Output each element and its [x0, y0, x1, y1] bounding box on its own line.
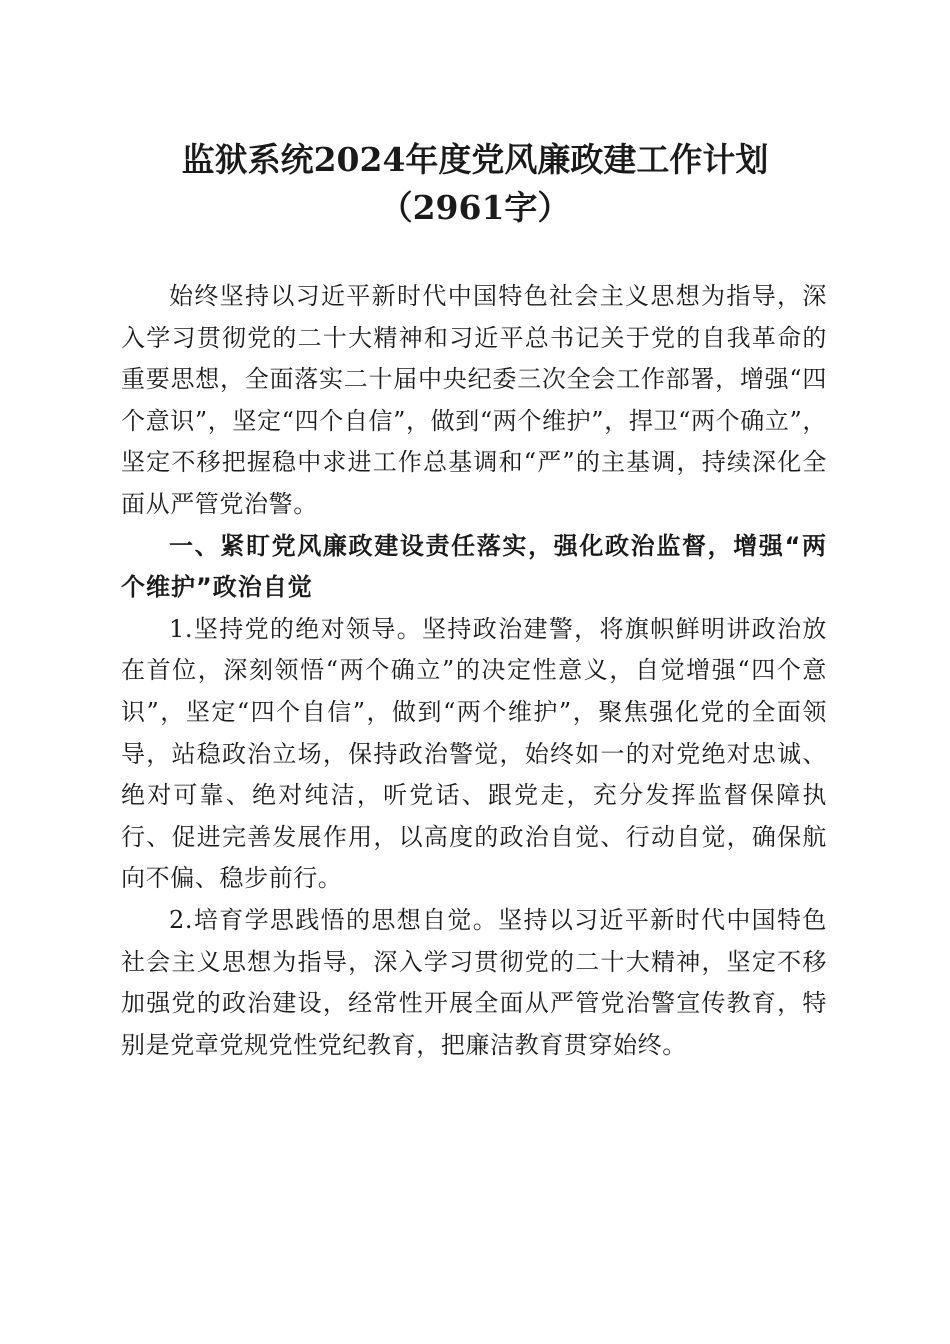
document-title: [0, 136, 950, 232]
item-paragraph-2: 2.培育学思践悟的思想自觉。坚持以习近平新时代中国特色社会主义思想为指导，深入学习贯彻党的二十大精神，坚定不移加强党的政治建设，经常性开展全面从严管党治警宣传教育，特别是党章党规党性党纪教育，把廉洁教育贯穿始终。: [121, 905, 827, 1059]
document-body: [121, 276, 827, 1066]
title-main: 监狱系统2024年度党风廉政建工作计划: [181, 140, 769, 179]
title-word-count: （2961字）: [379, 188, 571, 227]
item-paragraph-1: 1.坚持党的绝对领导。坚持政治建警，将旗帜鲜明讲政治放在首位，深刻领悟“两个确立”的决定性意义，自觉增强“四个意识”，坚定“四个自信”，做到“两个维护”，聚焦强化党的全面领导，站稳政治立场，保持政治警觉，始终如一的对党绝对忠诚、绝对可靠、绝对纯洁，听党话、跟党走，充分发挥监督保障执行、促进完善发展作用，以高度的政治自觉、行动自觉，确保航向不偏、稳步前行。: [121, 614, 827, 893]
intro-paragraph: 始终坚持以习近平新时代中国特色社会主义思想为指导，深入学习贯彻党的二十大精神和习近平总书记关于党的自我革命的重要思想，全面落实二十届中央纪委三次全会工作部署，增强“四个意识”，坚定“四个自信”，做到“两个维护”，捍卫“两个确立”，坚定不移把握稳中求进工作总基调和“严”的主基调，持续深化全面从严管党治警。: [121, 282, 827, 518]
section-heading-1: 一、紧盯党风廉政建设责任落实，强化政治监督，增强“两个维护”政治自觉: [121, 531, 827, 602]
